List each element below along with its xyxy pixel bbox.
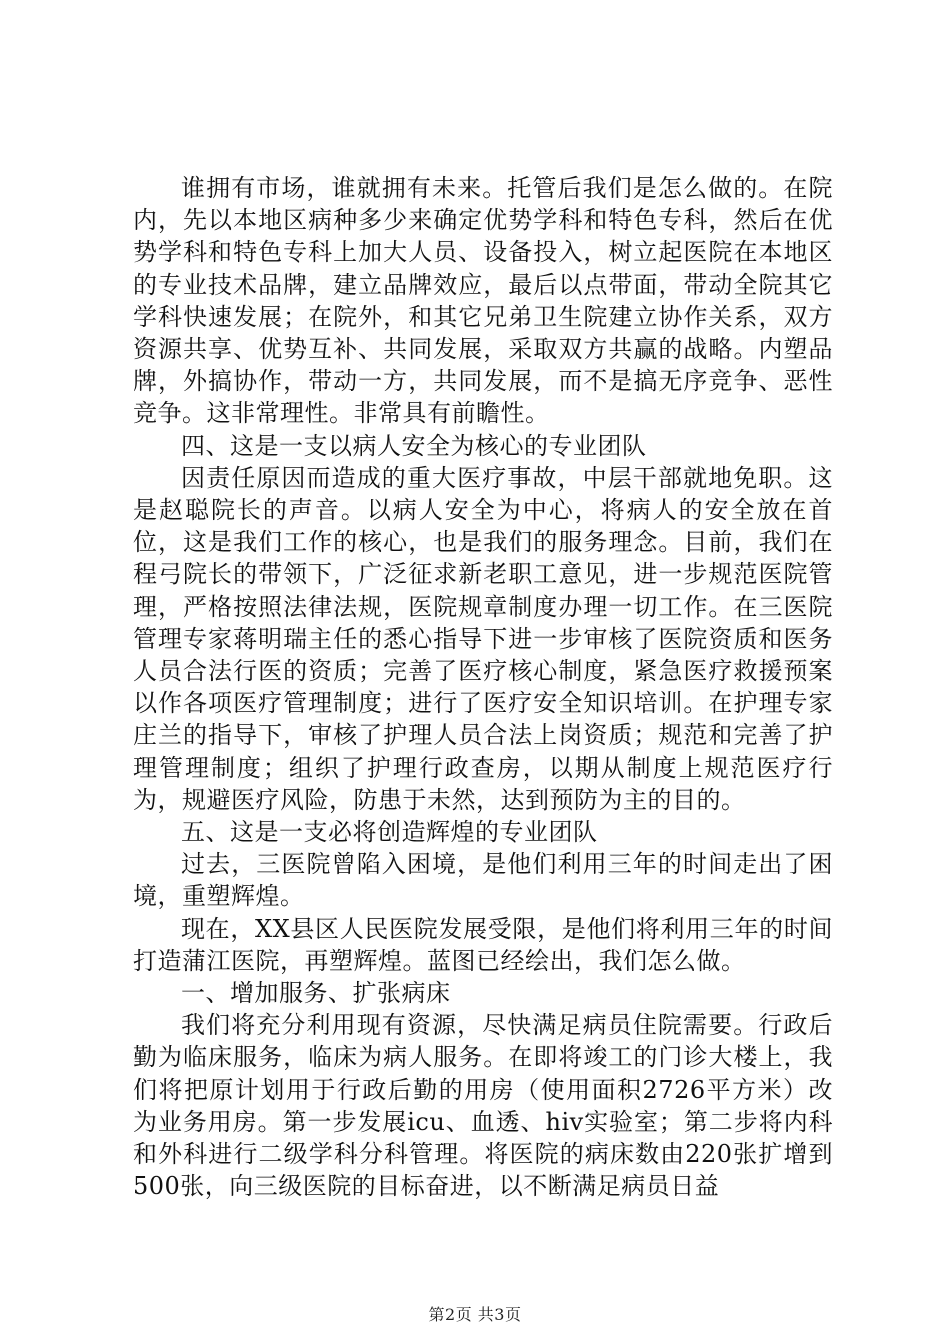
paragraph-patient-safety: 因责任原因而造成的重大医疗事故，中层干部就地免职。这是赵聪院长的声音。以病人安全为中心，将病人的安全放在首位，这是我们工作的核心，也是我们的服务理念。目前，我们在程弓院长的带领下，广泛征求新老职工意见，进一步规范医院管理，严格按照法律法规，医院规章制度办理一切工作。在三医院管理专家蒋明瑞主任的悉心指导下进一步审核了医院资质和医务人员合法行医的资质；完善了医疗核心制度，紧急医疗救援预案以作各项医疗管理制度；进行了医疗安全知识培训。在护理专家庄兰的指导下，审核了护理人员合法上岗资质；规范和完善了护理管理制度；组织了护理行政查房，以期从制度上规范医疗行为，规避医疗风险，防患于未然，达到预防为主的目的。 [133, 463, 833, 814]
paragraph-market-strategy: 谁拥有市场，谁就拥有未来。托管后我们是怎么做的。在院内，先以本地区病种多少来确定优势学科和特色专科，然后在优势学科和特色专科上加大人员、设备投入，树立起医院在本地区的专业技术品牌，建立品牌效应，最后以点带面，带动全院其它学科快速发展；在院外，和其它兄弟卫生院建立协作关系，双方资源共享、优势互补、共同发展，采取双方共赢的战略。内塑品牌，外搞协作，带动一方，共同发展，而不是搞无序竞争、恶性竞争。这非常理性。非常具有前瞻性。 [133, 174, 833, 428]
section-heading-brilliance: 五、这是一支必将创造辉煌的专业团队 [181, 818, 598, 847]
paragraph-present: 现在，XX县区人民医院发展受限，是他们将利用三年的时间打造蒲江医院，再塑辉煌。蓝图已经绘出，我们怎么做。 [133, 914, 833, 975]
paragraph-past: 过去，三医院曾陷入困境，是他们利用三年的时间走出了困境，重塑辉煌。 [133, 850, 833, 911]
document-body [133, 172, 833, 1203]
section-heading-expand-beds: 一、增加服务、扩张病床 [181, 979, 451, 1008]
section-heading-patient-safety: 四、这是一支以病人安全为核心的专业团队 [181, 431, 647, 460]
paragraph-expand-beds: 我们将充分利用现有资源，尽快满足病员住院需要。行政后勤为临床服务，临床为病人服务。在即将竣工的门诊大楼上，我们将把原计划用于行政后勤的用房（使用面积2726平方米）改为业务用房。第一步发展icu、血透、hiv实验室；第二步将内科和外科进行二级学科分科管理。将医院的病床数由220张扩增到500张，向三级医院的目标奋进，以不断满足病员日益 [133, 1011, 833, 1201]
page-footer: 第2页 共3页 [428, 1305, 522, 1324]
